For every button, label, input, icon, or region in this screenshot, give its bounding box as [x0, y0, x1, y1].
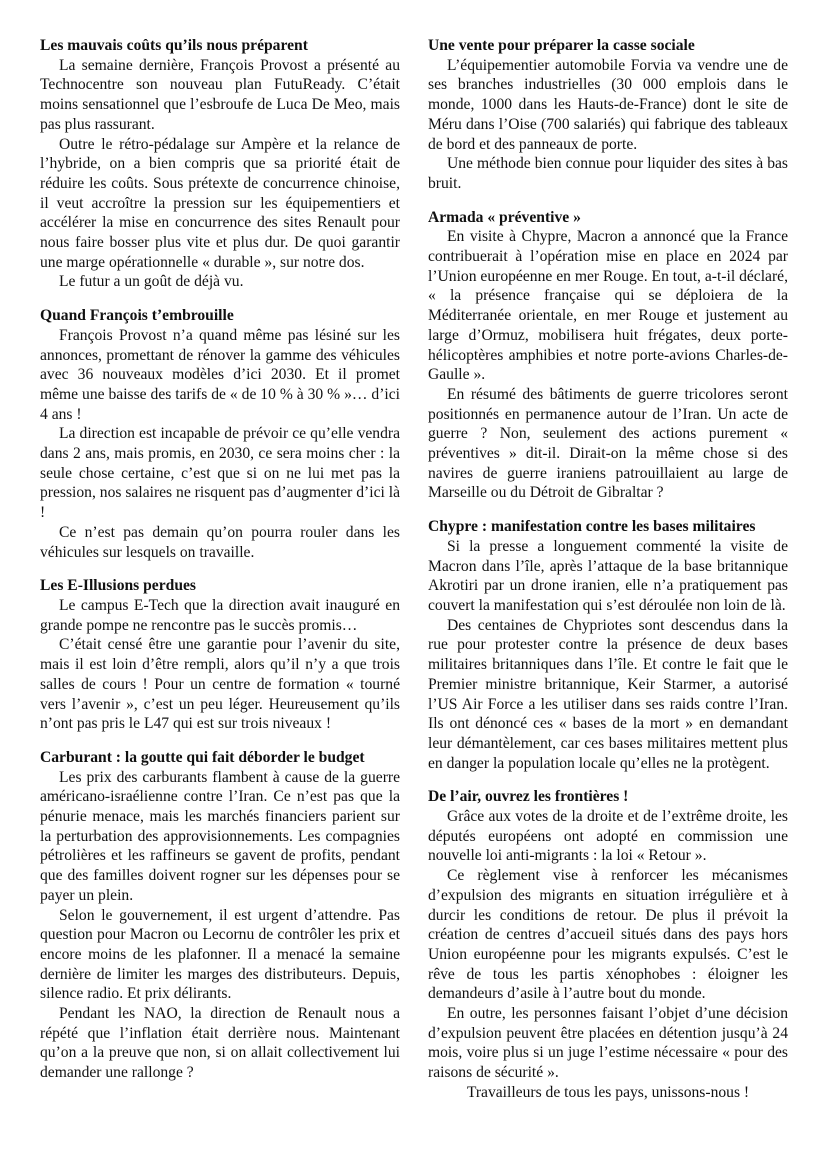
article-paragraph: En outre, les personnes faisant l’objet d’une décision d’expulsion peuvent être placées en détention jusqu’à 24 mois, voire plus si un juge l’estime nécessaire « pour des raisons de sécurité ».: [428, 1005, 788, 1082]
article-quand-francois: [40, 306, 400, 562]
newsletter-page: [40, 36, 788, 1117]
article-title: Carburant : la goutte qui fait déborder le budget: [40, 748, 365, 766]
article-paragraph: Ce règlement vise à renforcer les mécanismes d’expulsion des migrants en situation irrégulière et à durcir les conditions de retour. De plus il prévoit la création de centres d’accueil situés dans des pays hors Union européenne pour les migrants expulsés. C’est le rêve de tous les partis xénophobes : éloigner les demandeurs d’asile à l’autre bout du monde.: [428, 867, 788, 1003]
article-vente-casse-sociale: [428, 36, 788, 194]
article-title: Les mauvais coûts qu’ils nous préparent: [40, 37, 308, 54]
article-armada-preventive: [428, 208, 788, 504]
article-title: Chypre : manifestation contre les bases militaires: [428, 518, 756, 536]
article-ouvrez-frontieres: [428, 787, 788, 1102]
article-paragraph: Les prix des carburants flambent à cause de la guerre américano-israélienne contre l’Iran. Ce n’est pas que la pénurie menace, mais les marchés financiers parient sur la perturbation des approvisionnements. Les compagnies pétrolières et les raffineurs se gavent de profits, pendant que des familles doivent rogner sur les dépenses pour se payer un plein.: [40, 768, 400, 904]
article-paragraph: Selon le gouvernement, il est urgent d’attendre. Pas question pour Macron ou Lecornu de contrôler les prix et encore moins de les plafonner. Il a menacé la semaine dernière de limiter les marges des distributeurs. Depuis, silence radio. Et prix délirants.: [40, 906, 400, 1003]
article-paragraph: Grâce aux votes de la droite et de l’extrême droite, les députés européens ont adopté en commission une nouvelle loi anti-migrants : la loi « Retour ».: [428, 808, 788, 865]
article-title: Une vente pour préparer la casse sociale: [428, 37, 695, 54]
closing-slogan: Travailleurs de tous les pays, unissons-nous !: [466, 1083, 750, 1101]
article-paragraph: Des centaines de Chypriotes sont descendus dans la rue pour protester contre la présence de deux bases militaires britanniques dans l’île. Et contre le fait que le Premier ministre britannique, Keir Starmer, a autorisé l’US Air Force a les utiliser dans ses raids contre l’Iran. Ils ont dénoncé ces « bases de la mort » en demandant leur démantèlement, car ces bases militaires mettent plus en danger la population locale qu’elles ne la protègent.: [428, 616, 788, 772]
article-paragraph: Outre le rétro-pédalage sur Ampère et la relance de l’hybride, on a bien compris que sa priorité était de réduire les coûts. Sous prétexte de concurrence chinoise, il veut accroître la pression sur les équipementiers et accélérer la mise en concurrence des sites Renault pour nous faire bosser plus vite et plus dur. De quoi garantir une marge opérationnelle « durable », sur notre dos.: [40, 135, 400, 271]
article-carburant: [40, 748, 400, 1083]
article-paragraph: Une méthode bien connue pour liquider des sites à bas bruit.: [428, 155, 788, 192]
article-chypre-manifestation: [428, 517, 788, 773]
article-paragraph: François Provost n’a quand même pas lésiné sur les annonces, promettant de rénover la gamme des véhicules avec 36 nouveaux modèles d’ici 2030. Et il promet même une baisse des tarifs de « de 10 % à 30 % »… d’ici 4 ans !: [40, 326, 400, 423]
article-title: Quand François t’embrouille: [40, 307, 234, 325]
article-paragraph: Pendant les NAO, la direction de Renault nous a répété que l’inflation était derrière nous. Maintenant qu’on a la preuve que non, si on allait collectivement lui demander une rallonge ?: [40, 1005, 400, 1082]
article-paragraph: La semaine dernière, François Provost a présenté au Technocentre son nouveau plan FutuReady. C’était moins sensationnel que l’esbroufe de Luca De Meo, mais pas plus rassurant.: [40, 56, 400, 133]
article-paragraph: L’équipementier automobile Forvia va vendre une de ses branches industrielles (30 000 emplois dans le monde, 1000 dans les Hauts-de-France) dont le site de Méru dans l’Oise (700 salariés) qui fabrique des tableaux de bord et des panneaux de porte.: [428, 56, 788, 153]
article-e-illusions: [40, 576, 400, 734]
article-paragraph: Ce n’est pas demain qu’on pourra rouler dans les véhicules sur lesquels on travaille.: [40, 523, 400, 561]
article-paragraph: La direction est incapable de prévoir ce qu’elle vendra dans 2 ans, mais promis, en 2030, ce sera moins cher : la seule chose certaine, c’est que si on ne lui met pas la pression, nos salaires ne risquent pas d’augmenter d’ici là !: [40, 425, 400, 522]
article-paragraph: En résumé des bâtiments de guerre tricolores seront positionnés en permanence autour de l’Iran. Un acte de guerre ? Non, seulement des actions purement « préventives » dit-il. Dirait-on la même chose si des navires de guerre iraniens patrouillaient au large de Marseille ou du Détroit de Gibraltar ?: [428, 385, 788, 502]
article-paragraph: Le futur a un goût de déjà vu.: [59, 273, 244, 291]
article-paragraph: En visite à Chypre, Macron a annoncé que la France contribuerait à l’opération mise en place en 2024 par l’Union européenne en mer Rouge. En tout, a-t-il déclaré, « la présence française qui se déploiera de la Méditerranée orientale, en mer Rouge et justement au large d’Ormuz, mobilisera huit frégates, deux porte-hélicoptères amphibies et notre porte-avions Charles-de-Gaulle ».: [428, 228, 788, 384]
article-paragraph: Le campus E-Tech que la direction avait inauguré en grande pompe ne rencontre pas le succès promis…: [40, 596, 400, 634]
article-paragraph: C’était censé être une garantie pour l’avenir du site, mais il est loin d’être rempli, alors qu’il n’y a que trois salles de cours ! Pour un centre de formation « tourné vers l’avenir », c’est un peu léger. Heureusement qu’ils n’ont pas pris le L47 qui est sur trois niveaux !: [40, 636, 400, 733]
article-paragraph: Si la presse a longuement commenté la visite de Macron dans l’île, après l’attaque de la base britannique Akrotiri par un drone iranien, elle n’a pratiquement pas couvert la manifestation qui s’est déroulée non loin de là.: [428, 537, 788, 614]
article-title: Les E-Illusions perdues: [40, 577, 196, 595]
right-column: [428, 36, 788, 1117]
article-title: Armada « préventive »: [428, 208, 581, 226]
article-title: De l’air, ouvrez les frontières !: [428, 788, 629, 806]
article-mauvais-couts: [40, 36, 400, 292]
left-column: [40, 36, 400, 1117]
